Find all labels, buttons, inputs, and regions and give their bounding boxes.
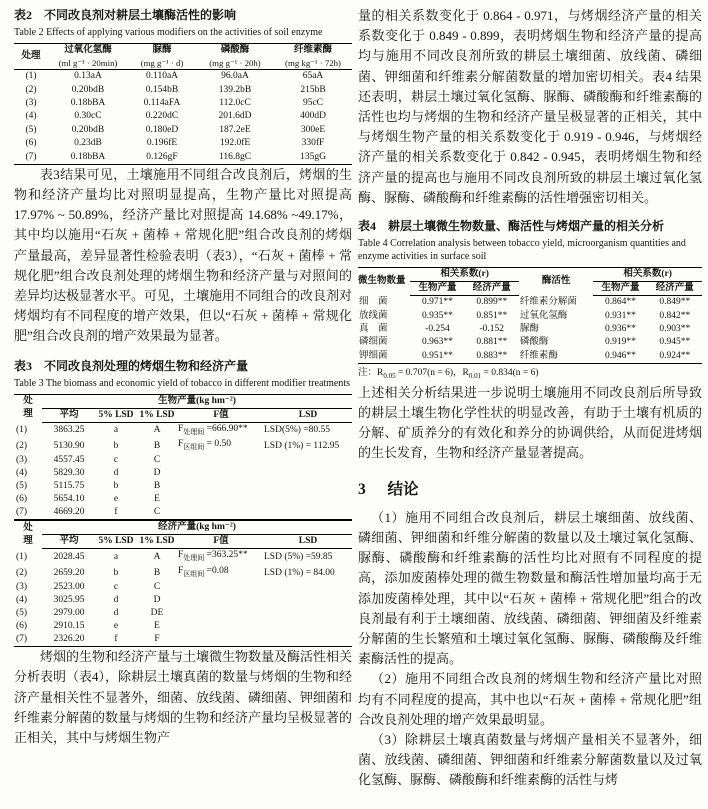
table-cell: (2) bbox=[16, 567, 28, 578]
table-row bbox=[14, 594, 352, 607]
table-row bbox=[14, 565, 352, 581]
table-row bbox=[14, 506, 352, 520]
table-cell: $F_{处理间} =363.25**$ bbox=[178, 550, 248, 563]
table-cell: LSD (1%) = 84.00 bbox=[264, 567, 335, 578]
table-cell: B bbox=[153, 440, 161, 451]
table-cell: F bbox=[154, 634, 160, 645]
table-cell: 0.945** bbox=[659, 337, 691, 348]
table2-caption-cn: 表2 不同改良剂对耕层土壤酶活性的影响 bbox=[14, 8, 237, 22]
table-cell: 钾细菌 bbox=[359, 350, 388, 361]
table-cell: LSD (5%) =59.85 bbox=[264, 551, 333, 562]
table-row bbox=[14, 422, 352, 438]
table-cell: 0.20bdB bbox=[71, 124, 105, 135]
correlation-intro-paragraph: 烤烟的生物和经济产量与土壤微生物数量及酶活性相关分析表明（表4），除耕层土壤真菌的数量与烤烟的生物和经济产量相关性不显著外，细菌、放线菌、磷细菌、钾细菌和纤维素分解菌的数量与烤烟的生物和经济产量均呈极显著的正相关，其中与烤烟生物产 bbox=[14, 649, 353, 745]
cellulase-column-header: 纤维素酶 (mg kg⁻¹ · 72h) bbox=[274, 44, 352, 70]
table-cell: 2979.00 bbox=[53, 608, 85, 619]
table-cell: (5) bbox=[16, 608, 28, 619]
table-cell: 0.924** bbox=[659, 350, 691, 361]
table-cell bbox=[264, 506, 352, 520]
table-cell: e bbox=[113, 494, 119, 505]
table-cell bbox=[264, 633, 352, 647]
table-cell: b bbox=[113, 481, 119, 492]
table-cell: 0.903** bbox=[659, 324, 691, 334]
table-cell: 0.842** bbox=[659, 310, 691, 321]
table-cell bbox=[264, 620, 352, 633]
table-cell: (2) bbox=[25, 84, 37, 95]
table-cell: 0.114aFA bbox=[143, 97, 181, 108]
table-cell: (4) bbox=[25, 111, 37, 122]
table-cell: (5) bbox=[16, 481, 28, 492]
table-cell: e bbox=[113, 621, 119, 632]
table-cell bbox=[264, 454, 352, 467]
table-cell: 0.883** bbox=[476, 350, 508, 361]
treatment-header: 处 理 bbox=[23, 396, 33, 420]
biomass-yield-table-header bbox=[14, 394, 352, 422]
mean-header: 平均 bbox=[42, 408, 96, 422]
table-cell: 0.881** bbox=[476, 337, 508, 348]
economic-subheader-right: 经济产量 bbox=[648, 282, 702, 296]
table-cell: LSD (1%) = 112.95 bbox=[264, 440, 340, 451]
table-cell: 330fF bbox=[301, 138, 325, 149]
table-cell: d bbox=[113, 468, 119, 479]
table-cell: 0.936** bbox=[605, 324, 636, 334]
table-row bbox=[14, 467, 352, 480]
table-cell: E bbox=[154, 494, 160, 505]
right-column bbox=[358, 6, 702, 791]
table-cell: 细 菌 bbox=[359, 296, 388, 307]
table-cell: d bbox=[113, 608, 119, 619]
biomass-yield-table-body bbox=[14, 422, 352, 520]
table-cell: (1) bbox=[16, 424, 28, 435]
table-cell: 真 菌 bbox=[359, 324, 388, 334]
table-cell bbox=[178, 607, 264, 620]
section-number: 3 bbox=[358, 480, 366, 498]
table-cell: 过氧化氢酶 bbox=[519, 310, 568, 321]
table-cell bbox=[178, 493, 264, 506]
table-cell bbox=[264, 493, 352, 506]
fvalue-header: F值 bbox=[178, 535, 264, 549]
table-cell: A bbox=[153, 551, 161, 562]
table-cell: 脲酶 bbox=[519, 324, 539, 334]
table-cell: (3) bbox=[16, 582, 28, 593]
lsd5-header: 5% LSD bbox=[96, 535, 136, 549]
table-cell: (4) bbox=[16, 595, 28, 606]
enzyme-activity-header: 酶活性 bbox=[541, 276, 571, 287]
table-cell: $F_{区组间} = 0.50$ bbox=[178, 439, 232, 452]
table-cell bbox=[264, 480, 352, 493]
table-cell: (2) bbox=[16, 440, 28, 451]
table4-note: 注：$R_{0.05} = 0.707(n = 6)$，$R_{0.01} = 0.834(n = 6)$ bbox=[358, 367, 539, 380]
table-cell: (6) bbox=[16, 621, 28, 632]
table-cell: 400dD bbox=[300, 111, 326, 122]
lsd-header: LSD bbox=[264, 408, 352, 422]
table-cell: 0.899** bbox=[476, 297, 508, 308]
section-title: 结论 bbox=[387, 480, 419, 498]
conclusion-section-heading bbox=[358, 477, 702, 499]
table-cell: LSD(5%) =80.55 bbox=[264, 425, 331, 435]
table-row bbox=[358, 309, 702, 322]
table-cell: 0.864** bbox=[605, 297, 636, 308]
table3-caption-cn: 表3 不同改良剂处理的烤烟生物和经济产量 bbox=[14, 358, 249, 373]
table-cell: 65aA bbox=[302, 71, 324, 82]
table-cell: 5654.10 bbox=[53, 494, 85, 505]
table-cell: 300eE bbox=[300, 124, 326, 135]
table-cell: 187.2eE bbox=[219, 124, 251, 135]
correlation-table-body bbox=[358, 296, 702, 364]
table-cell: 0.30cC bbox=[74, 111, 102, 122]
table-cell: C bbox=[153, 582, 161, 593]
economic-subheader-left: 经济产量 bbox=[465, 282, 519, 296]
table-cell: 2523.00 bbox=[53, 582, 85, 593]
table-cell: 0.180eD bbox=[145, 124, 179, 135]
table-cell: 215bB bbox=[300, 84, 326, 95]
table-cell bbox=[178, 480, 264, 493]
table-cell: (4) bbox=[16, 468, 28, 479]
table4-caption-cn: 表4 耕层土壤微生物数量、酶活性与烤烟产量的相关分析 bbox=[358, 219, 665, 234]
table-row bbox=[14, 454, 352, 467]
correlation-coefficient-header-right: 相关系数(r) bbox=[593, 268, 702, 282]
table-cell: 0.110aA bbox=[145, 71, 179, 82]
table-cell bbox=[264, 467, 352, 480]
economic-yield-table-body bbox=[14, 549, 352, 647]
table-row bbox=[358, 323, 702, 336]
correlation-results-paragraph: 量的相关系数变化于 0.864 - 0.971，与烤烟经济产量的相关系数变化于 0.849 - 0.899，表明烤烟生物和经济产量的提高均与施用不同改良剂所致的耕层土壤细菌、放线菌、磷细菌、钾细菌和纤维素分解菌数量的增加密切相关。表4 结果还表明，耕层土壤过氧化氢酶、脲酶、磷酸酶和纤维素酶的活性也均与烤烟的生物和经济产量呈极显著的正相关，其中与烤烟生物产量的相关系数变化于 0.919 - 0.946，与烤烟经济产量的相关系数变化于 0.842 - 0.945，表明烤烟生物和经济产量的提高也与施用不同改良剂所致的耕层土壤过氧化氢酶、脲酶、磷酸酶和纤维素酶的活性增强密切相关。 bbox=[358, 8, 702, 205]
table-cell bbox=[178, 633, 264, 647]
table-row bbox=[14, 110, 352, 123]
table-cell: (3) bbox=[16, 455, 28, 466]
table-cell: 0.196fE bbox=[146, 138, 178, 149]
table-cell: 2326.20 bbox=[53, 634, 85, 645]
table-cell: A bbox=[153, 425, 161, 435]
table-cell: 2659.20 bbox=[53, 567, 85, 578]
table-cell: (3) bbox=[25, 97, 37, 108]
table-cell bbox=[178, 594, 264, 607]
economic-yield-table bbox=[14, 520, 352, 647]
economic-yield-table-header bbox=[14, 521, 352, 549]
table-cell: a bbox=[113, 551, 119, 562]
table-cell: b bbox=[113, 567, 119, 578]
lsd1-header: 1% LSD bbox=[136, 535, 178, 549]
table-cell: D bbox=[153, 468, 161, 479]
table-cell: f bbox=[114, 507, 118, 518]
table-cell: 0.18bBA bbox=[70, 151, 106, 162]
biomass-group-header: 生物产量(kg hm⁻²) bbox=[42, 394, 352, 408]
table-cell bbox=[178, 454, 264, 467]
table-cell bbox=[264, 607, 352, 620]
table-row bbox=[14, 137, 352, 150]
table-cell: (7) bbox=[16, 507, 28, 518]
lsd1-header: 1% LSD bbox=[136, 408, 178, 422]
table-cell: 纤维素分解菌 bbox=[519, 296, 577, 307]
conclusion-2-paragraph: （2）施用不同组合改良剂的烤烟生物和经济产量比对照均有不同程度的提高，其中也以“石灰 + 菌棒 + 常规化肥”组合改良剂处理的增产效果最明显。 bbox=[358, 671, 702, 727]
table-cell: 0.931** bbox=[605, 310, 636, 321]
correlation-table bbox=[358, 267, 702, 364]
biomass-subheader-left: 生物产量 bbox=[410, 282, 464, 296]
soil-enzyme-table-header bbox=[14, 44, 352, 70]
table-cell: 4557.45 bbox=[53, 455, 85, 466]
table-cell bbox=[264, 581, 352, 594]
table-cell bbox=[178, 467, 264, 480]
table-cell: 3863.25 bbox=[53, 425, 85, 435]
table-cell: (7) bbox=[25, 151, 37, 162]
table-cell: E bbox=[154, 621, 160, 632]
table-cell: b bbox=[113, 440, 119, 451]
table-cell: 0.851** bbox=[476, 310, 508, 321]
table-cell: B bbox=[153, 567, 161, 578]
table-cell: 2910.15 bbox=[53, 621, 85, 632]
table-cell: (1) bbox=[25, 71, 37, 82]
table-cell: 5115.75 bbox=[53, 481, 85, 492]
table-cell: 95cC bbox=[302, 97, 324, 108]
yield-increase-paragraph: 表3结果可见，土壤施用不同组合改良剂后，烤烟的生物和经济产量均比对照明显提高，生物产量比对照提高 17.97% ~ 50.89%，经济产量比对照提高 14.68% ~49.17%，其中均以施用“石灰 + 菌棒 + 常规化肥”组合改良剂的烤烟产量最高，差异显著性检验表明（表3），“石灰 + 菌棒 + 常规化肥”组合改良剂处理的烤烟生物和经济产量与对照间的差异均达极显著水平。可见，土壤施用不同组合的改良剂对烤烟均有不同程度的增产效果，但以“石灰 + 菌棒 + 常规化肥”组合改良剂的增产效果最为显著。 bbox=[14, 166, 353, 344]
table-cell: 磷酸酶 bbox=[519, 337, 549, 348]
table-cell: 0.20bdB bbox=[71, 84, 105, 95]
table-cell: 96.0aA bbox=[221, 71, 249, 82]
table-row bbox=[14, 83, 352, 96]
economic-group-header: 经济产量(kg hm⁻²) bbox=[42, 521, 352, 535]
table-row bbox=[14, 150, 352, 164]
table-cell: 磷细菌 bbox=[359, 337, 388, 348]
treatment-column-header: 处理 bbox=[14, 44, 48, 70]
table-cell: 0.126gF bbox=[146, 151, 178, 162]
table-cell: d bbox=[113, 595, 119, 606]
table-cell: 192.0fE bbox=[219, 138, 251, 149]
table-cell: (6) bbox=[16, 494, 28, 505]
mean-header: 平均 bbox=[42, 535, 96, 549]
table-cell: c bbox=[113, 455, 119, 466]
soil-enzyme-table-body bbox=[14, 70, 352, 165]
table-cell: 0.154bB bbox=[145, 84, 179, 95]
table-cell: 0.935** bbox=[422, 310, 453, 321]
table-cell: 0.919** bbox=[605, 337, 636, 348]
correlation-coefficient-header-left: 相关系数(r) bbox=[410, 268, 519, 282]
table-cell: 0.971** bbox=[422, 297, 453, 308]
table-cell: (1) bbox=[16, 551, 28, 562]
table-cell: 0.18bBA bbox=[70, 97, 106, 108]
table-cell: c bbox=[113, 582, 119, 593]
conclusion-1-paragraph: （1）施用不同组合改良剂后，耕层土壤细菌、放线菌、磷细菌、钾细菌和纤维分解菌的数量以及土壤过氧化氢酶、脲酶、磷酸酶和纤维素酶的活性均比对照有不同程度的提高，添加废菌棒处理的微生物数量和酶活性增加量均高于无添加废菌棒处理，其中以“石灰 + 菌棒 + 常规化肥”组合的改良剂最有利于土壤细菌、放线菌、磷细菌、钾细菌及纤维素分解菌的生长繁殖和土壤过氧化氢酶、脲酶、磷酸酶及纤维素酶活性的提高。 bbox=[358, 509, 702, 667]
table-cell: 201.6dD bbox=[218, 111, 252, 122]
table-cell: 112.0cC bbox=[219, 97, 251, 108]
table-row bbox=[358, 296, 702, 310]
table-cell: (7) bbox=[16, 634, 28, 645]
fvalue-header: F值 bbox=[178, 408, 264, 422]
table-cell: (6) bbox=[25, 138, 37, 149]
table-row bbox=[14, 70, 352, 84]
table-cell: (5) bbox=[25, 124, 37, 135]
table4-caption-en: Table 4 Correlation analysis between tobacco yield, microorganism quantities and enzyme activities in surface soil bbox=[358, 238, 686, 263]
lsd-header: LSD bbox=[264, 535, 352, 549]
table-cell: 4669.20 bbox=[53, 507, 85, 518]
table-cell: $F_{处理间} =666.90**$ bbox=[178, 423, 248, 436]
table-cell: 0.951** bbox=[422, 350, 453, 361]
table-cell: -0.254 bbox=[425, 324, 450, 334]
microorganism-header: 微生物数量 bbox=[358, 276, 406, 287]
table-cell: 0.849** bbox=[659, 297, 691, 308]
table-row bbox=[14, 493, 352, 506]
table-cell: 0.946** bbox=[605, 350, 636, 361]
table-cell: 2028.45 bbox=[53, 551, 85, 562]
table-cell: 0.220dC bbox=[145, 111, 179, 122]
treatment-header: 处 理 bbox=[23, 523, 33, 547]
table-cell: a bbox=[113, 425, 119, 435]
table-cell: 3025.95 bbox=[53, 595, 85, 606]
table-cell: 5829.30 bbox=[53, 468, 85, 479]
table-cell: B bbox=[153, 481, 161, 492]
table-cell: 139.2bB bbox=[218, 84, 252, 95]
table3-caption-en: Table 3 The biomass and economic yield of tobacco in different modifier treatments bbox=[14, 377, 351, 389]
table-cell: 放线菌 bbox=[359, 310, 388, 321]
table-cell: 5130.90 bbox=[53, 440, 85, 451]
table-row bbox=[358, 336, 702, 349]
table2-caption-en: Table 2 Effects of applying various modifiers on the activities of soil enzyme bbox=[14, 27, 323, 38]
table-cell: $F_{区组间} =0.08$ bbox=[178, 566, 229, 579]
table-row bbox=[14, 633, 352, 647]
table-cell: C bbox=[153, 455, 161, 466]
table-cell: -0.152 bbox=[479, 324, 505, 334]
correlation-summary-paragraph: 上述相关分析结果进一步说明土壤施用不同改良剂后所导致的耕层土壤生物化学性状的明显改善，有助于土壤有机质的分解、矿质养分的有效化和养分的协调供给，从而促进烤烟的生长发育，生物和经济产量显著提高。 bbox=[358, 384, 702, 461]
table-cell: DE bbox=[150, 608, 164, 619]
table-row bbox=[14, 97, 352, 110]
table-cell: 0.13aA bbox=[74, 71, 102, 82]
table-cell: 116.8gC bbox=[218, 151, 252, 162]
table-row bbox=[358, 350, 702, 364]
urease-column-header: 脲酶 (mg g⁻¹ · d) bbox=[128, 44, 196, 70]
table-cell: C bbox=[153, 507, 161, 518]
table-cell: 135gG bbox=[300, 151, 326, 162]
table-cell bbox=[264, 594, 352, 607]
table-row bbox=[14, 607, 352, 620]
table-row bbox=[14, 438, 352, 454]
correlation-table-header bbox=[358, 268, 702, 296]
conclusion-3-paragraph: （3）除耕层土壤真菌数量与烤烟产量相关不显著外，细菌、放线菌、磷细菌、钾细菌和纤维素分解菌数量以及过氧化氢酶、脲酶、磷酸酶和纤维素酶的活性与烤 bbox=[358, 731, 702, 788]
table-cell: 0.23dB bbox=[74, 138, 102, 149]
table-cell: 0.963** bbox=[422, 337, 453, 348]
biomass-yield-table bbox=[14, 394, 352, 521]
table-row bbox=[14, 581, 352, 594]
left-column bbox=[14, 6, 352, 748]
catalase-column-header: 过氧化氢酶 (ml g⁻¹ · 20min) bbox=[48, 44, 128, 70]
biomass-subheader-right: 生物产量 bbox=[593, 282, 647, 296]
table-cell: f bbox=[114, 634, 118, 645]
lsd5-header: 5% LSD bbox=[96, 408, 136, 422]
table-cell bbox=[178, 506, 264, 520]
phosphatase-column-header: 磷酸酶 (mg g⁻¹ · 20h) bbox=[196, 44, 274, 70]
table-cell: 纤维素酶 bbox=[519, 350, 558, 361]
table-row bbox=[14, 124, 352, 137]
table-row bbox=[14, 480, 352, 493]
table-row bbox=[14, 549, 352, 565]
table-cell bbox=[178, 620, 264, 633]
table-cell bbox=[178, 581, 264, 594]
table-cell: D bbox=[153, 595, 161, 606]
soil-enzyme-table bbox=[14, 43, 352, 165]
table-row bbox=[14, 620, 352, 633]
